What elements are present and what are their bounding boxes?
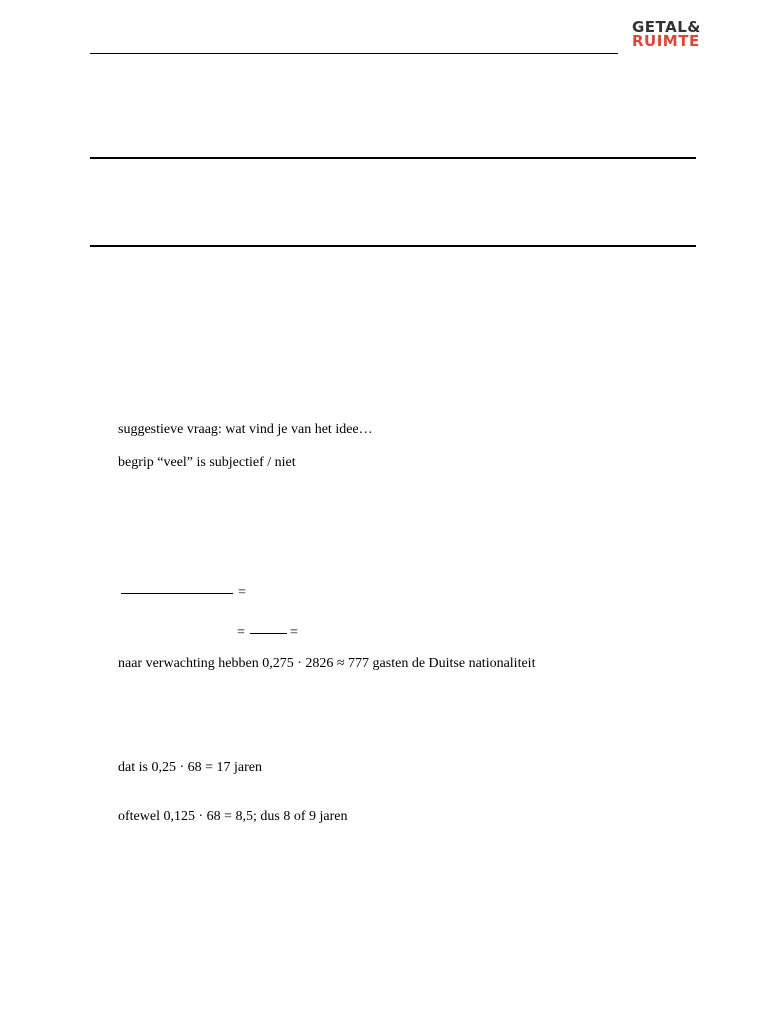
publisher-logo [632,20,701,48]
answer-line-expected-guests: naar verwachting hebben 0,275 · 2826 ≈ 777 gasten de Duitse nationaliteit [118,656,536,671]
logo-line-ruimte: RUIMTE [632,32,700,50]
equals-sign-2: = [237,625,245,640]
fraction-bar-1 [121,593,233,594]
section-rule-bottom [90,245,696,247]
equals-sign-3: = [290,625,298,640]
logo-line-getal: GETAL& [632,18,701,36]
equals-sign-1: = [238,585,246,600]
answer-line-suggestive-question: suggestieve vraag: wat vind je van het idee… [118,422,373,437]
section-rule-top [90,157,696,159]
answer-line-subjective-term: begrip “veel” is subjectief / niet [118,455,296,470]
answer-line-years-eighth: oftewel 0,125 · 68 = 8,5; dus 8 of 9 jaren [118,809,348,824]
answer-line-years-quarter: dat is 0,25 · 68 = 17 jaren [118,760,262,775]
header-rule [90,53,618,54]
fraction-bar-2 [250,633,287,634]
